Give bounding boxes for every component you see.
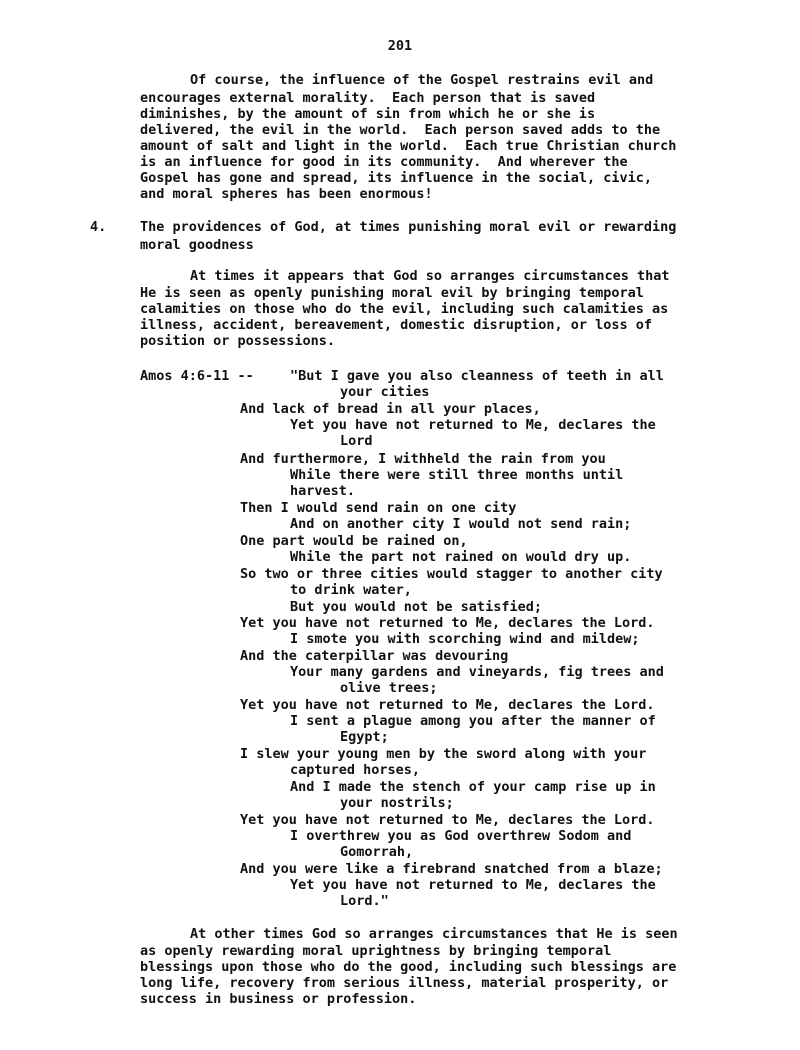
para3-line: long life, recovery from serious illness, material prosperity, or xyxy=(140,975,669,991)
para1-line: is an influence for good in its community. And wherever the xyxy=(140,154,628,170)
quote-line: captured horses, xyxy=(290,762,421,778)
quote-line: And the caterpillar was devouring xyxy=(240,648,509,664)
quote-line: Yet you have not returned to Me, declares the Lord. xyxy=(240,697,655,713)
point-heading-line: The providences of God, at times punishing moral evil or rewarding xyxy=(140,219,677,235)
quote-line: your nostrils; xyxy=(340,795,454,811)
para2-line: illness, accident, bereavement, domestic disruption, or loss of xyxy=(140,317,653,333)
quote-line: Egypt; xyxy=(340,729,389,745)
quote-line: And I made the stench of your camp rise up in xyxy=(290,779,656,795)
para1-line: amount of salt and light in the world. Each true Christian church xyxy=(140,138,677,154)
quote-line: harvest. xyxy=(290,483,356,499)
quote-line: And you were like a firebrand snatched from a blaze; xyxy=(240,861,663,877)
quote-line: And lack of bread in all your places, xyxy=(240,401,541,417)
point-heading-line: moral goodness xyxy=(140,237,254,253)
quote-line: "But I gave you also cleanness of teeth in all xyxy=(290,368,664,384)
quote-line: And on another city I would not send rain; xyxy=(290,516,632,532)
para2-line: He is seen as openly punishing moral evil by bringing temporal xyxy=(140,285,644,301)
quote-line: Yet you have not returned to Me, declares the Lord. xyxy=(240,615,655,631)
quote-line: Lord." xyxy=(340,893,389,909)
para2-line: calamities on those who do the evil, including such calamities as xyxy=(140,301,669,317)
para1-line: Of course, the influence of the Gospel restrains evil and xyxy=(190,72,654,88)
quote-line: I smote you with scorching wind and mildew; xyxy=(290,631,640,647)
quote-line: to drink water, xyxy=(290,582,412,598)
para1-line: and moral spheres has been enormous! xyxy=(140,186,433,202)
para1-line: Gospel has gone and spread, its influence in the social, civic, xyxy=(140,170,653,186)
quote-line: Then I would send rain on one city xyxy=(240,500,517,516)
quote-line: Lord xyxy=(340,433,373,449)
para3-line: as openly rewarding moral uprightness by bringing temporal xyxy=(140,943,612,959)
quote-line: I overthrew you as God overthrew Sodom and xyxy=(290,828,632,844)
quote-line: I slew your young men by the sword along with your xyxy=(240,746,647,762)
para2-line: At times it appears that God so arranges circumstances that xyxy=(190,268,670,284)
para2-line: position or possessions. xyxy=(140,333,336,349)
quote-line: While there were still three months until xyxy=(290,467,624,483)
quote-line: So two or three cities would stagger to another city xyxy=(240,566,663,582)
quote-line: Yet you have not returned to Me, declares the Lord. xyxy=(240,812,655,828)
quote-line: Your many gardens and vineyards, fig trees and xyxy=(290,664,664,680)
para1-line: delivered, the evil in the world. Each person saved adds to the xyxy=(140,122,661,138)
quote-line: But you would not be satisfied; xyxy=(290,599,542,615)
quote-line: One part would be rained on, xyxy=(240,533,468,549)
quote-line: While the part not rained on would dry up. xyxy=(290,549,632,565)
quote-line: your cities xyxy=(340,384,430,400)
quote-line: Yet you have not returned to Me, declares the xyxy=(290,877,656,893)
quote-line: And furthermore, I withheld the rain from you xyxy=(240,451,606,467)
para3-line: success in business or profession. xyxy=(140,991,417,1007)
quote-line: Yet you have not returned to Me, declares the xyxy=(290,417,656,433)
quote-line: Gomorrah, xyxy=(340,844,414,860)
quote-line: I sent a plague among you after the manner of xyxy=(290,713,656,729)
quote-line: olive trees; xyxy=(340,680,438,696)
para3-line: blessings upon those who do the good, including such blessings are xyxy=(140,959,677,975)
scripture-reference: Amos 4:6-11 -- xyxy=(140,368,254,384)
page-number: 201 xyxy=(387,38,413,54)
para1-line: encourages external morality. Each person that is saved xyxy=(140,90,596,106)
point-number: 4. xyxy=(90,219,107,235)
para1-line: diminishes, by the amount of sin from which he or she is xyxy=(140,106,596,122)
para3-line: At other times God so arranges circumstances that He is seen xyxy=(190,926,678,942)
